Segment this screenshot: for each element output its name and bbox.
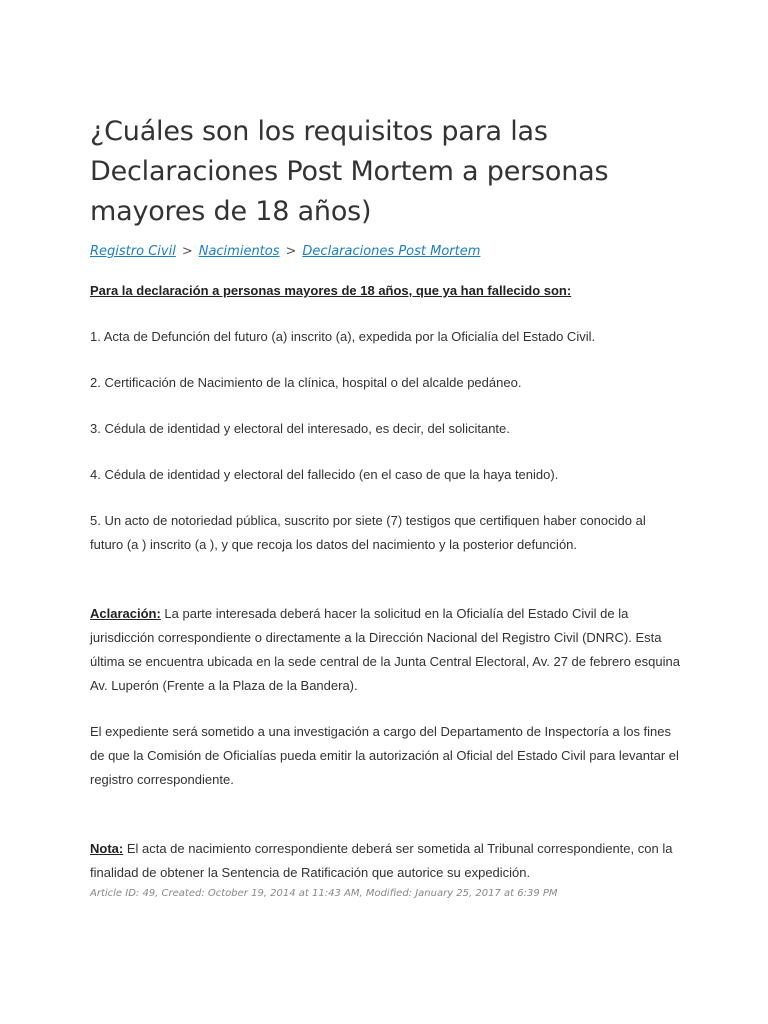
- nota-label: Nota:: [90, 841, 124, 856]
- requirement-item: 1. Acta de Defunción del futuro (a) inscrito (a), expedida por la Oficialía del Estado Civil.: [90, 329, 596, 344]
- nota-text: El acta de nacimiento correspondiente deberá ser sometida al Tribunal correspondiente, con la finalidad de obtener la Sentencia de Ratificación que autorice su expedición.: [90, 841, 673, 880]
- aclaracion-label: Aclaración:: [90, 606, 161, 621]
- breadcrumb-item-nacimientos[interactable]: Nacimientos: [198, 244, 280, 259]
- requirement-item: 5. Un acto de notoriedad pública, suscrito por siete (7) testigos que certifiquen haber conocido al futuro (a ) inscrito (a ), y que recoja los datos del nacimiento y la posterior defunción.: [90, 513, 646, 552]
- aclaracion-text: La parte interesada deberá hacer la solicitud en la Oficialía del Estado Civil de la jurisdicción correspondiente o directamente a la Dirección Nacional del Registro Civil (DNRC). Esta última se encuentra ubicada en la sede central de la Junta Central Electoral, Av. 27 de febrero esquina Av. Luperón (Frente a la Plaza de la Bandera).: [90, 606, 680, 693]
- aclaracion-paragraph: [90, 602, 680, 698]
- requirement-item: 2. Certificación de Nacimiento de la clínica, hospital o del alcalde pedáneo.: [90, 375, 522, 390]
- article-metadata: Article ID: 49, Created: October 19, 2014 at 11:43 AM, Modified: January 25, 2017 at 6:39 PM: [90, 888, 558, 899]
- breadcrumb-separator: >: [285, 244, 297, 259]
- intro-heading: Para la declaración a personas mayores de 18 años, que ya han fallecido son:: [90, 283, 572, 298]
- breadcrumb-item-registro-civil[interactable]: Registro Civil: [90, 244, 176, 259]
- breadcrumb-separator: >: [181, 244, 193, 259]
- breadcrumb: [90, 242, 680, 262]
- requirement-item: 4. Cédula de identidad y electoral del fallecido (en el caso de que la haya tenido).: [90, 467, 559, 482]
- article: [90, 112, 680, 901]
- requirement-item: 3. Cédula de identidad y electoral del interesado, es decir, del solicitante.: [90, 421, 510, 436]
- nota-paragraph: [90, 837, 680, 885]
- article-body: [90, 279, 680, 885]
- expediente-paragraph: El expediente será sometido a una investigación a cargo del Departamento de Inspectoría a los fines de que la Comisión de Oficialías pueda emitir la autorización al Oficial del Estado Civil para levantar el registro correspondiente.: [90, 724, 679, 787]
- page-title: ¿Cuáles son los requisitos para las Declaraciones Post Mortem a personas mayores de 18 años): [90, 116, 609, 227]
- breadcrumb-item-declaraciones-post-mortem[interactable]: Declaraciones Post Mortem: [302, 244, 481, 259]
